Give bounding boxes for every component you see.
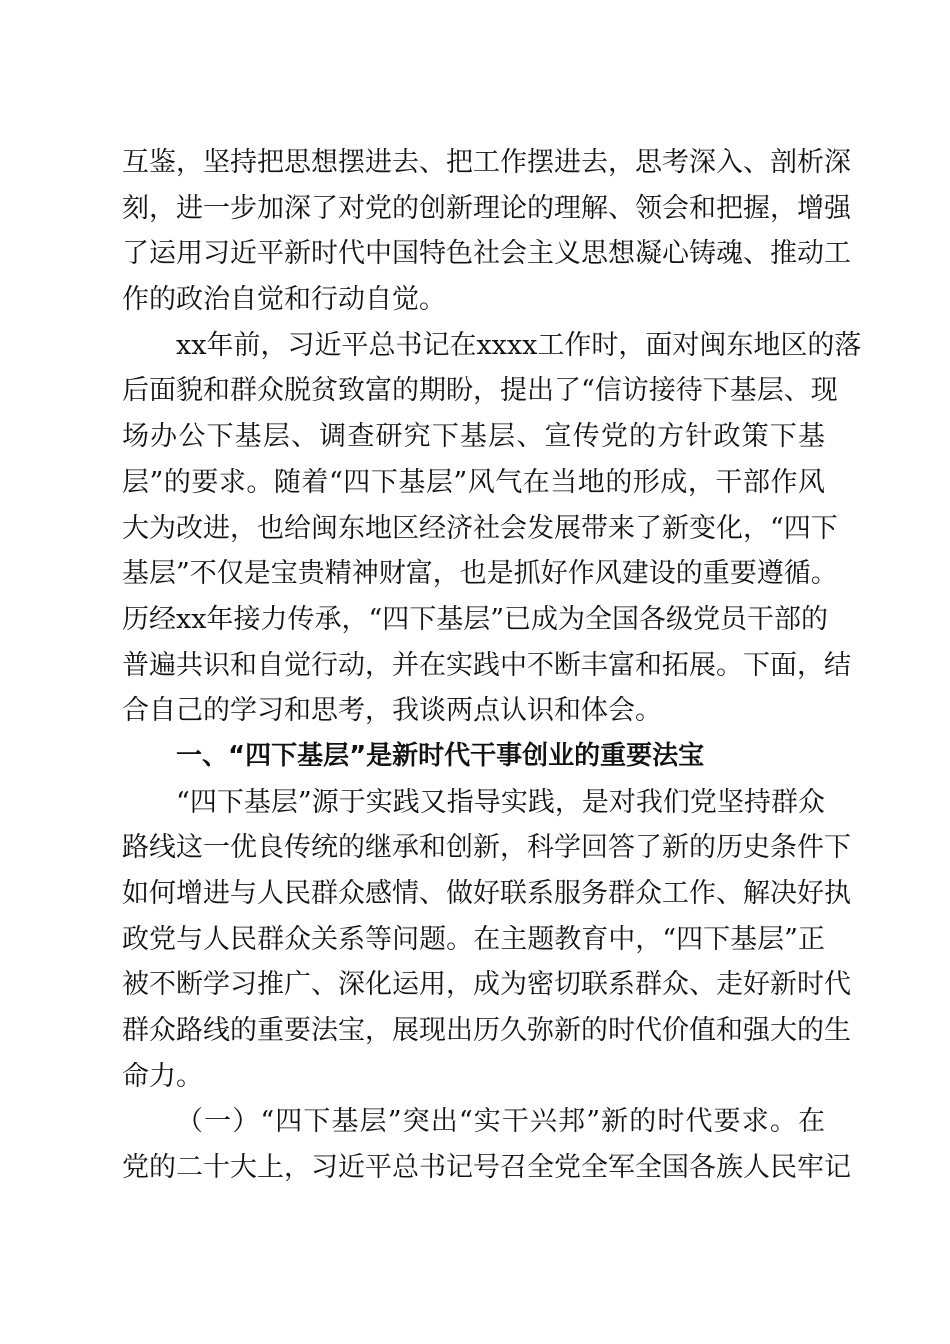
paragraph xyxy=(122,780,851,1100)
text-line: 普遍共识和自觉行动，并在实践中不断丰富和拓展。下面，结 xyxy=(122,649,851,681)
section-heading: 一、“四下基层”是新时代干事创业的重要法宝 xyxy=(176,740,705,771)
text-line: 路线这一优良传统的继承和创新，科学回答了新的历史条件下 xyxy=(122,832,851,864)
text-line: 互鉴，坚持把思想摆进去、把工作摆进去，思考深入、剖析深 xyxy=(122,147,851,178)
text-line: 群众路线的重要法宝，展现出历久弥新的时代价值和强大的生 xyxy=(122,1015,851,1047)
text-line: 了运用习近平新时代中国特色社会主义思想凝心铸魂、推动工 xyxy=(122,238,851,270)
text-line: 作的政治自觉和行动自觉。 xyxy=(122,284,446,316)
text-line: 命力。 xyxy=(122,1060,203,1092)
text-line: （一）“四下基层”突出“实干兴邦”新的时代要求。在 xyxy=(176,1106,825,1138)
text-line: 层”的要求。随着“四下基层”风气在当地的形成，干部作风 xyxy=(122,466,825,498)
text-line: 被不断学习推广、深化运用，成为密切联系群众、走好新时代 xyxy=(122,969,851,1001)
text-line: xx年前，习近平总书记在xxxx工作时，面对闽东地区的落 xyxy=(176,329,862,361)
paragraph xyxy=(122,1099,851,1190)
text-line: 大为改进，也给闽东地区经济社会发展带来了新变化，“四下 xyxy=(122,512,838,544)
text-line: 基层”不仅是宝贵精神财富，也是抓好作风建设的重要遵循。 xyxy=(122,558,838,590)
text-line: 合自己的学习和思考，我谈两点认识和体会。 xyxy=(122,695,662,727)
paragraph xyxy=(122,140,851,323)
paragraph xyxy=(122,323,862,734)
text-line: “四下基层”源于实践又指导实践，是对我们党坚持群众 xyxy=(176,786,825,818)
text-line: 如何增进与人民群众感情、做好联系服务群众工作、解决好执 xyxy=(122,878,851,909)
text-line: 党的二十大上，习近平总书记号召全党全军全国各族人民牢记 xyxy=(122,1152,851,1184)
text-line: 政党与人民群众关系等问题。在主题教育中，“四下基层”正 xyxy=(122,923,825,955)
document-body xyxy=(122,140,862,1191)
text-line: 刻，进一步加深了对党的创新理论的理解、领会和把握，增强 xyxy=(122,192,851,224)
text-line: 场办公下基层、调查研究下基层、宣传党的方针政策下基 xyxy=(122,421,825,453)
text-line: 历经xx年接力传承，“四下基层”已成为全国各级党员干部的 xyxy=(122,603,829,635)
text-line: 后面貌和群众脱贫致富的期盼，提出了“信访接待下基层、现 xyxy=(122,375,838,407)
